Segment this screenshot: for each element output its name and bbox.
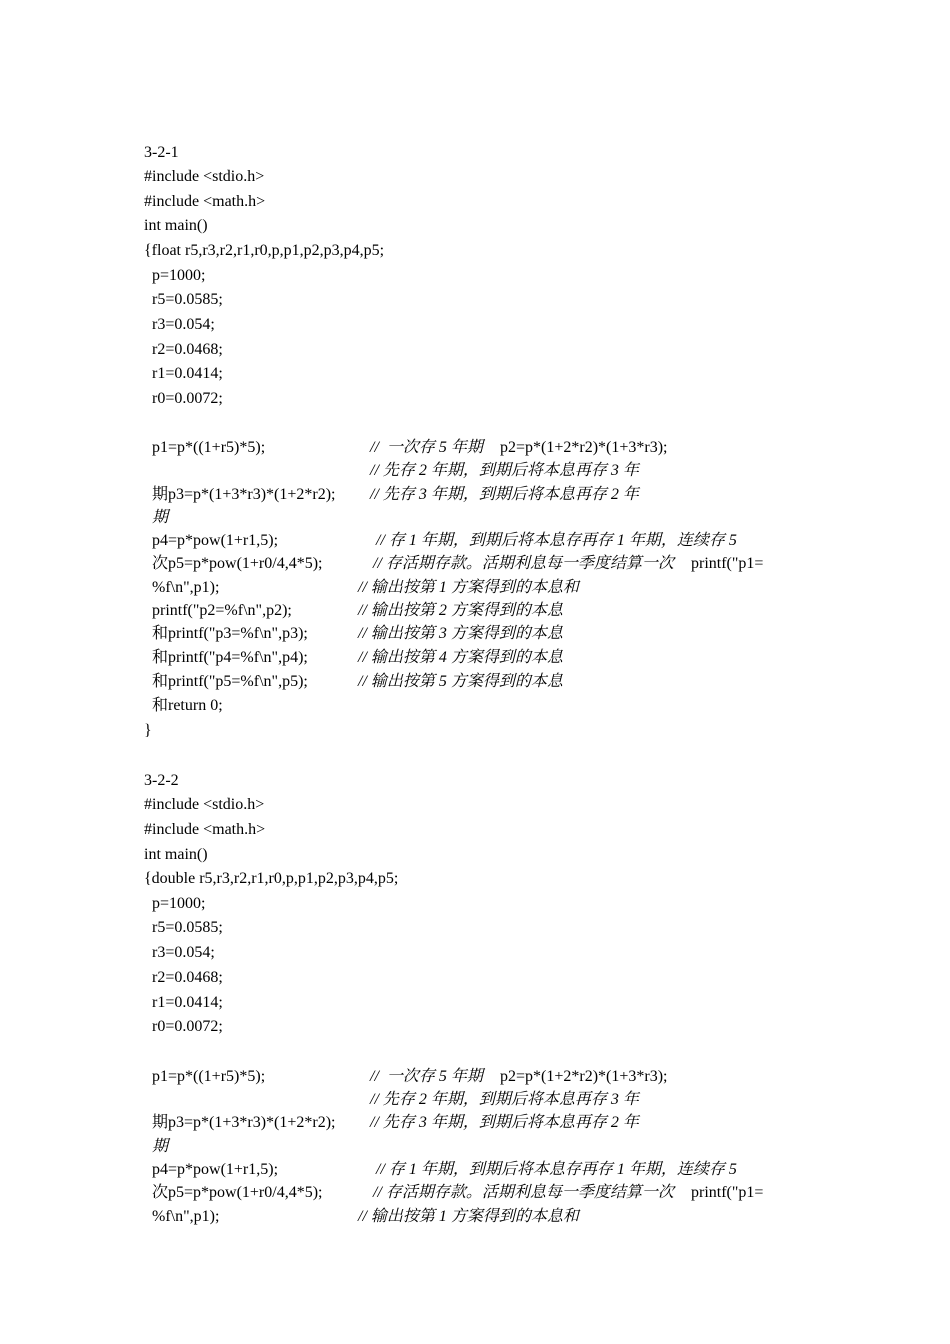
code-text: p4=p*pow(1+r1,5); xyxy=(152,532,279,549)
code-line: #include <stdio.h> xyxy=(144,796,265,813)
code-line: {float r5,r3,r2,r1,r0,p,p1,p2,p3,p4,p5; xyxy=(144,242,385,259)
section-heading: 3-2-1 xyxy=(144,144,179,161)
code-comment: // 一次存 5 年期 xyxy=(370,1068,483,1085)
code-line: r2=0.0468; xyxy=(152,341,223,358)
code-line: r5=0.0585; xyxy=(152,291,223,308)
code-line: #include <math.h> xyxy=(144,193,266,210)
code-comment: // 输出按第 1 方案得到的本息和 xyxy=(358,579,579,596)
code-text: 和printf("p4=%f\n",p4); xyxy=(152,649,308,666)
code-text: 和printf("p3=%f\n",p3); xyxy=(152,625,308,642)
code-comment: // 先存 3 年期，到期后将本息再存 2 年 xyxy=(370,1114,639,1131)
code-text: printf("p2=%f\n",p2); xyxy=(152,602,292,619)
code-comment: // 一次存 5 年期 xyxy=(370,439,483,456)
code-line: r1=0.0414; xyxy=(152,365,223,382)
code-text: 期 xyxy=(152,1138,169,1155)
code-text: p1=p*((1+r5)*5); xyxy=(152,439,266,456)
code-comment: // 存活期存款。活期利息每一季度结算一次 xyxy=(373,1184,674,1201)
code-line: #include <math.h> xyxy=(144,821,266,838)
code-comment: // 输出按第 2 方案得到的本息 xyxy=(358,602,563,619)
code-text: 期p3=p*(1+3*r3)*(1+2*r2); xyxy=(152,1114,336,1131)
code-comment: // 输出按第 4 方案得到的本息 xyxy=(358,649,563,666)
code-text: 次p5=p*pow(1+r0/4,4*5); xyxy=(152,1184,323,1201)
code-comment: // 存 1 年期，到期后将本息存再存 1 年期，连续存 5 xyxy=(376,532,737,549)
code-comment: // 输出按第 5 方案得到的本息 xyxy=(358,673,563,690)
code-line: {double r5,r3,r2,r1,r0,p,p1,p2,p3,p4,p5; xyxy=(144,870,399,887)
code-text: 和return 0; xyxy=(152,697,223,714)
code-line: r3=0.054; xyxy=(152,316,215,333)
code-line: int main() xyxy=(144,846,208,863)
code-line: int main() xyxy=(144,217,208,234)
code-comment: // 先存 3 年期，到期后将本息再存 2 年 xyxy=(370,486,639,503)
code-comment: // 输出按第 3 方案得到的本息 xyxy=(358,625,563,642)
code-text: printf("p1= xyxy=(691,1184,764,1201)
code-line: r0=0.0072; xyxy=(152,1018,223,1035)
code-text: 次p5=p*pow(1+r0/4,4*5); xyxy=(152,555,323,572)
code-comment: // 存活期存款。活期利息每一季度结算一次 xyxy=(373,555,674,572)
code-line: p=1000; xyxy=(152,267,206,284)
code-text: p2=p*(1+2*r2)*(1+3*r3); xyxy=(500,1068,668,1085)
code-text: p1=p*((1+r5)*5); xyxy=(152,1068,266,1085)
code-comment: // 先存 2 年期，到期后将本息再存 3 年 xyxy=(370,462,639,479)
section-heading: 3-2-2 xyxy=(144,772,179,789)
code-comment: // 先存 2 年期，到期后将本息再存 3 年 xyxy=(370,1091,639,1108)
code-line: r5=0.0585; xyxy=(152,919,223,936)
code-line: r0=0.0072; xyxy=(152,390,223,407)
code-text: 期 xyxy=(152,509,169,526)
code-text: p4=p*pow(1+r1,5); xyxy=(152,1161,279,1178)
code-text: p2=p*(1+2*r2)*(1+3*r3); xyxy=(500,439,668,456)
code-line: } xyxy=(144,722,152,739)
code-text: 和printf("p5=%f\n",p5); xyxy=(152,673,308,690)
code-line: r1=0.0414; xyxy=(152,994,223,1011)
code-text: %f\n",p1); xyxy=(152,1208,220,1225)
code-text: 期p3=p*(1+3*r3)*(1+2*r2); xyxy=(152,486,336,503)
code-text: printf("p1= xyxy=(691,555,764,572)
code-line: r3=0.054; xyxy=(152,944,215,961)
code-line: p=1000; xyxy=(152,895,206,912)
code-line: #include <stdio.h> xyxy=(144,168,265,185)
code-comment: // 存 1 年期，到期后将本息存再存 1 年期，连续存 5 xyxy=(376,1161,737,1178)
code-text: %f\n",p1); xyxy=(152,579,220,596)
code-line: r2=0.0468; xyxy=(152,969,223,986)
code-comment: // 输出按第 1 方案得到的本息和 xyxy=(358,1208,579,1225)
